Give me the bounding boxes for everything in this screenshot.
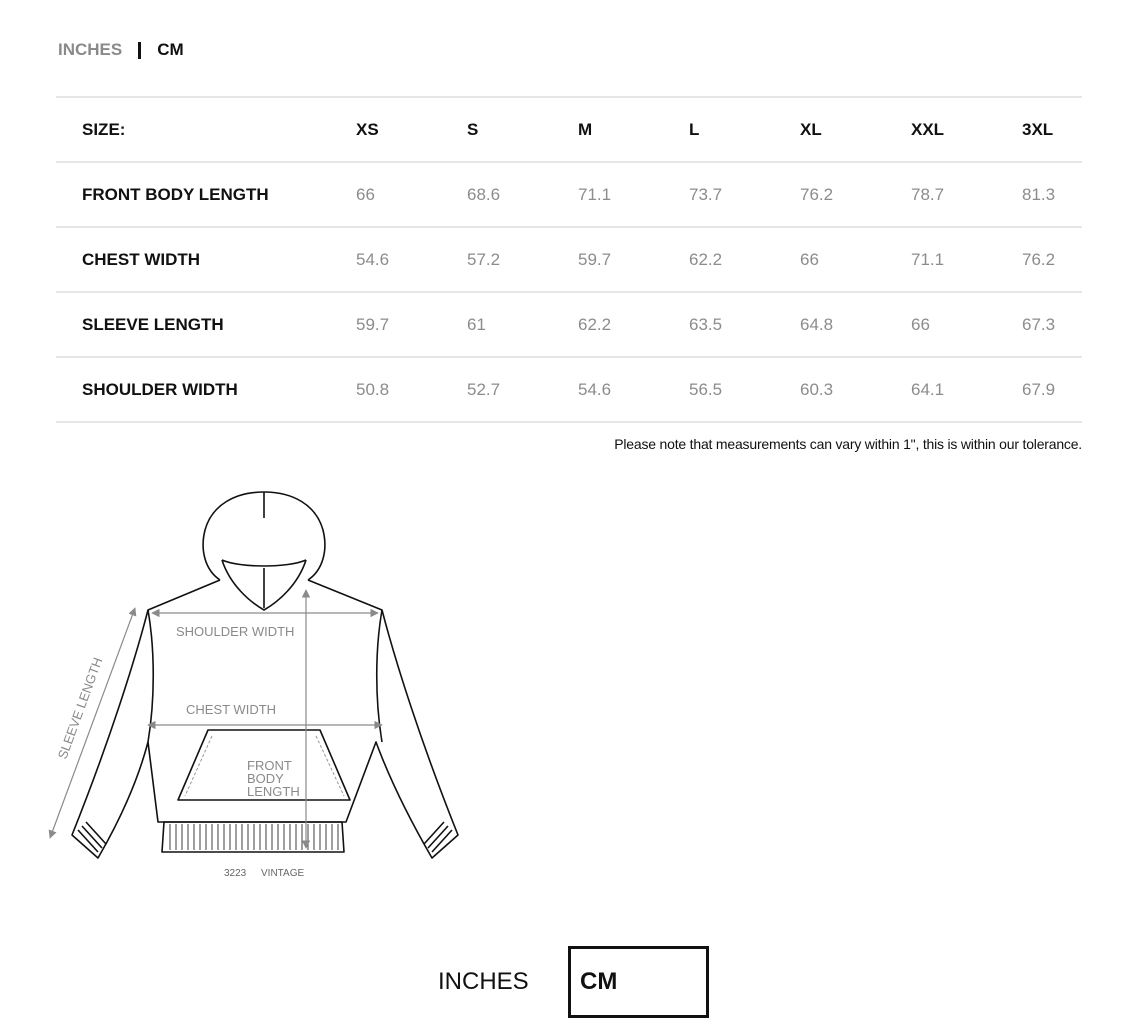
- table-cell: 60.3: [800, 357, 911, 422]
- table-row: [56, 357, 1082, 422]
- table-cell: 71.1: [578, 162, 689, 227]
- row-label: SLEEVE LENGTH: [56, 292, 356, 357]
- size-header-label: SIZE:: [56, 97, 356, 162]
- table-cell: 54.6: [578, 357, 689, 422]
- table-cell: 68.6: [467, 162, 578, 227]
- table-cell: 64.8: [800, 292, 911, 357]
- front-body-length-label-line1: FRONT: [247, 758, 292, 773]
- cm-button[interactable]: CM: [568, 946, 709, 1018]
- toggle-divider: [138, 42, 141, 59]
- size-header-l: L: [689, 97, 800, 162]
- table-cell: 66: [800, 227, 911, 292]
- table-cell: 81.3: [1022, 162, 1082, 227]
- table-cell: 66: [356, 162, 467, 227]
- table-cell: 57.2: [467, 227, 578, 292]
- caption-code: 3223: [224, 868, 247, 879]
- table-cell: 62.2: [689, 227, 800, 292]
- table-cell: 62.2: [578, 292, 689, 357]
- table-cell: 78.7: [911, 162, 1022, 227]
- caption-name: VINTAGE: [261, 868, 305, 879]
- row-label: FRONT BODY LENGTH: [56, 162, 356, 227]
- hoodie-measurement-diagram: [40, 480, 480, 890]
- size-header-xxl: XXL: [911, 97, 1022, 162]
- table-row: [56, 227, 1082, 292]
- inches-button[interactable]: INCHES: [438, 968, 529, 995]
- waistband-ribbing: [170, 824, 338, 850]
- table-cell: 67.3: [1022, 292, 1082, 357]
- table-cell: 59.7: [578, 227, 689, 292]
- table-cell: 54.6: [356, 227, 467, 292]
- front-body-length-label-line2: BODY: [247, 771, 284, 786]
- row-label: CHEST WIDTH: [56, 227, 356, 292]
- hoodie-outline: [72, 492, 458, 858]
- table-cell: 64.1: [911, 357, 1022, 422]
- chest-width-label: CHEST WIDTH: [186, 702, 277, 717]
- table-cell: 56.5: [689, 357, 800, 422]
- size-header-3xl: 3XL: [1022, 97, 1082, 162]
- inches-tab[interactable]: INCHES: [58, 40, 123, 59]
- front-body-length-label-line3: LENGTH: [247, 784, 300, 799]
- size-header-m: M: [578, 97, 689, 162]
- unit-toggle-bottom: [438, 946, 709, 1018]
- table-cell: 59.7: [356, 292, 467, 357]
- table-cell: 66: [911, 292, 1022, 357]
- table-cell: 50.8: [356, 357, 467, 422]
- table-cell: 76.2: [1022, 227, 1082, 292]
- table-row: [56, 162, 1082, 227]
- unit-toggle-top: [58, 38, 184, 62]
- size-header-xl: XL: [800, 97, 911, 162]
- size-chart-table: [56, 96, 1082, 423]
- table-cell: 67.9: [1022, 357, 1082, 422]
- size-header-xs: XS: [356, 97, 467, 162]
- sleeve-length-label: SLEEVE LENGTH: [54, 655, 106, 762]
- size-header-s: S: [467, 97, 578, 162]
- table-cell: 76.2: [800, 162, 911, 227]
- tolerance-note: Please note that measurements can vary within 1", this is within our tolerance.: [614, 436, 1082, 452]
- table-header-row: [56, 97, 1082, 162]
- row-label: SHOULDER WIDTH: [56, 357, 356, 422]
- table-row: [56, 292, 1082, 357]
- table-cell: 52.7: [467, 357, 578, 422]
- shoulder-width-label: SHOULDER WIDTH: [176, 624, 295, 639]
- table-cell: 73.7: [689, 162, 800, 227]
- cm-tab[interactable]: CM: [157, 40, 184, 59]
- table-cell: 63.5: [689, 292, 800, 357]
- table-cell: 61: [467, 292, 578, 357]
- table-cell: 71.1: [911, 227, 1022, 292]
